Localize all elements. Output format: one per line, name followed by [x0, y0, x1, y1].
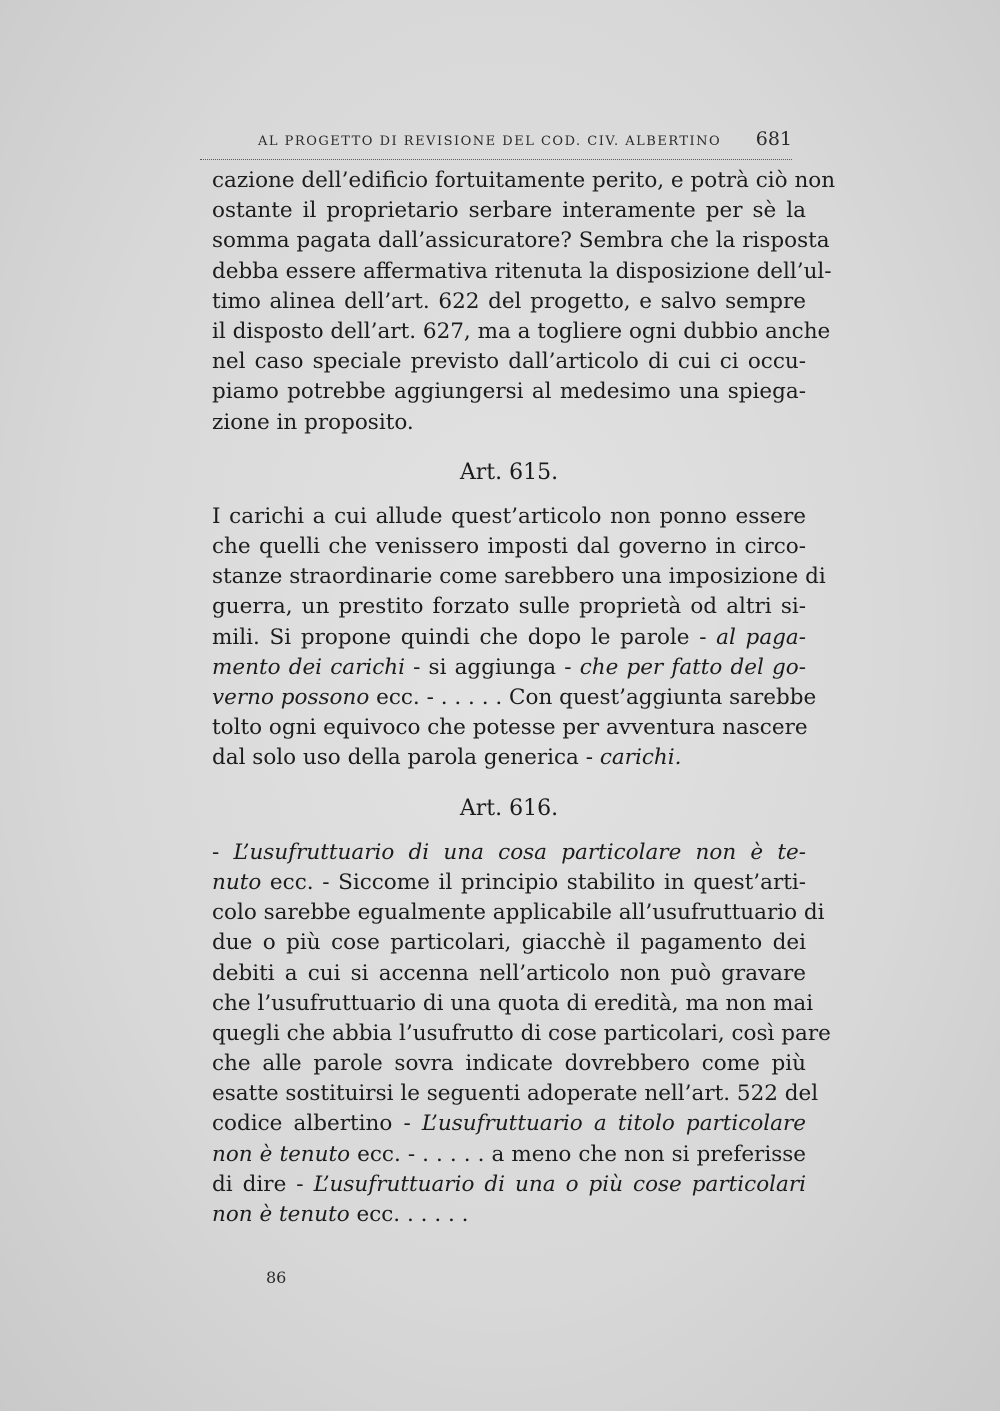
- article-616-heading: Art. 616.: [459, 795, 559, 821]
- text-line: [212, 1170, 806, 1200]
- article-616-text: [212, 838, 831, 1230]
- text-line: piamo potrebbe aggiungersi al medesimo una spiega-: [212, 379, 806, 405]
- text-line: stanze straordinarie come sarebbero una imposizione di: [212, 564, 826, 590]
- text-line: [212, 623, 806, 653]
- text-line: zione in proposito.: [212, 409, 414, 435]
- italic-span: non è tenuto: [212, 1141, 351, 1167]
- italic-span: verno possono: [212, 685, 370, 711]
- text-line: nel caso speciale previsto dall’articolo di cui ci occu-: [212, 349, 806, 375]
- text-line: debiti a cui si accenna nell’articolo non può gravare: [212, 960, 806, 986]
- signature-mark: 86: [266, 1268, 287, 1287]
- spacer: [212, 774, 806, 794]
- text-line: due o più cose particolari, giacchè il pagamento dei: [212, 930, 806, 956]
- text-line: somma pagata dall’assicuratore? Sembra che la risposta: [212, 228, 830, 254]
- text-line: timo alinea dell’art. 622 del progetto, e salvo sempre: [212, 288, 806, 314]
- text-line: [212, 1140, 806, 1170]
- text-line: [212, 1109, 806, 1139]
- text-span: ecc. - . . . . . a meno che non si preferisse: [350, 1141, 806, 1167]
- text-line: esatte sostituirsi le seguenti adoperate nell’art. 522 del: [212, 1081, 819, 1107]
- text-line: [212, 868, 806, 898]
- spacer: [212, 488, 806, 502]
- text-line: [212, 653, 806, 683]
- text-line: [212, 838, 806, 868]
- italic-span: L’usufruttuario a titolo particolare: [421, 1111, 806, 1137]
- italic-span: L’usufruttuario di una o più cose particolari: [313, 1171, 806, 1197]
- italic-span: mento dei carichi: [212, 654, 405, 680]
- text-span: mili. Si propone quindi che dopo le parole -: [212, 624, 717, 650]
- text-span: ecc. - . . . . . Con quest’aggiunta sarebbe: [369, 685, 817, 711]
- italic-span: che per fatto del go-: [579, 654, 807, 680]
- text-line: ostante il proprietario serbare interamente per sè la: [212, 198, 806, 224]
- italic-span: al paga-: [716, 624, 806, 650]
- text-span: di dire -: [212, 1171, 314, 1197]
- article-615-heading: Art. 615.: [459, 459, 559, 485]
- text-span: -: [212, 839, 234, 865]
- text-line: [212, 683, 817, 713]
- italic-span: non è tenuto: [212, 1202, 350, 1228]
- spacer: [212, 824, 806, 838]
- text-span: ecc. . . . . .: [349, 1202, 469, 1228]
- text-span: dal solo uso della parola generica -: [212, 745, 600, 771]
- italic-span: nuto: [212, 869, 262, 895]
- page-header: [200, 128, 792, 158]
- text-line: guerra, un prestito forzato sulle proprietà od altri si-: [212, 594, 806, 620]
- text-line: colo sarebbe egualmente applicabile all’usufruttuario di: [212, 900, 825, 926]
- italic-span: L’usufruttuario di una cosa particolare non è te-: [233, 839, 806, 865]
- text-line: [212, 743, 806, 773]
- text-line: [212, 1200, 806, 1230]
- text-line: tolto ogni equivoco che potesse per avventura nascere: [212, 715, 808, 741]
- text-line: che alle parole sovra indicate dovrebbero come più: [212, 1051, 806, 1077]
- article-615-text: [212, 502, 826, 774]
- text-line: quegli che abbia l’usufrutto di cose particolari, così pare: [212, 1020, 831, 1046]
- text-span: codice albertino -: [212, 1111, 422, 1137]
- text-line: cazione dell’edificio fortuitamente perito, e potrà ciò non: [212, 168, 836, 193]
- text-span: - si aggiunga -: [404, 654, 580, 680]
- text-line: debba essere affermativa ritenuta la disposizione dell’ul-: [212, 258, 832, 284]
- italic-span: carichi.: [599, 745, 682, 771]
- running-head: AL PROGETTO DI REVISIONE DEL COD. CIV. ALBERTINO: [258, 134, 722, 149]
- text-span: ecc. - Siccome il principio stabilito in quest’arti-: [261, 869, 806, 895]
- body-text: [212, 166, 836, 1230]
- paragraph-continuation: [212, 166, 836, 438]
- header-rule: [200, 159, 792, 160]
- page-number: 681: [755, 128, 792, 150]
- spacer: [212, 438, 806, 458]
- text-line: I carichi a cui allude quest’articolo non ponno essere: [212, 503, 806, 529]
- text-line: che quelli che venissero imposti dal governo in circo-: [212, 534, 806, 560]
- text-line: che l’usufruttuario di una quota di eredità, ma non mai: [212, 990, 814, 1016]
- text-line: il disposto dell’art. 627, ma a togliere ogni dubbio anche: [212, 318, 831, 344]
